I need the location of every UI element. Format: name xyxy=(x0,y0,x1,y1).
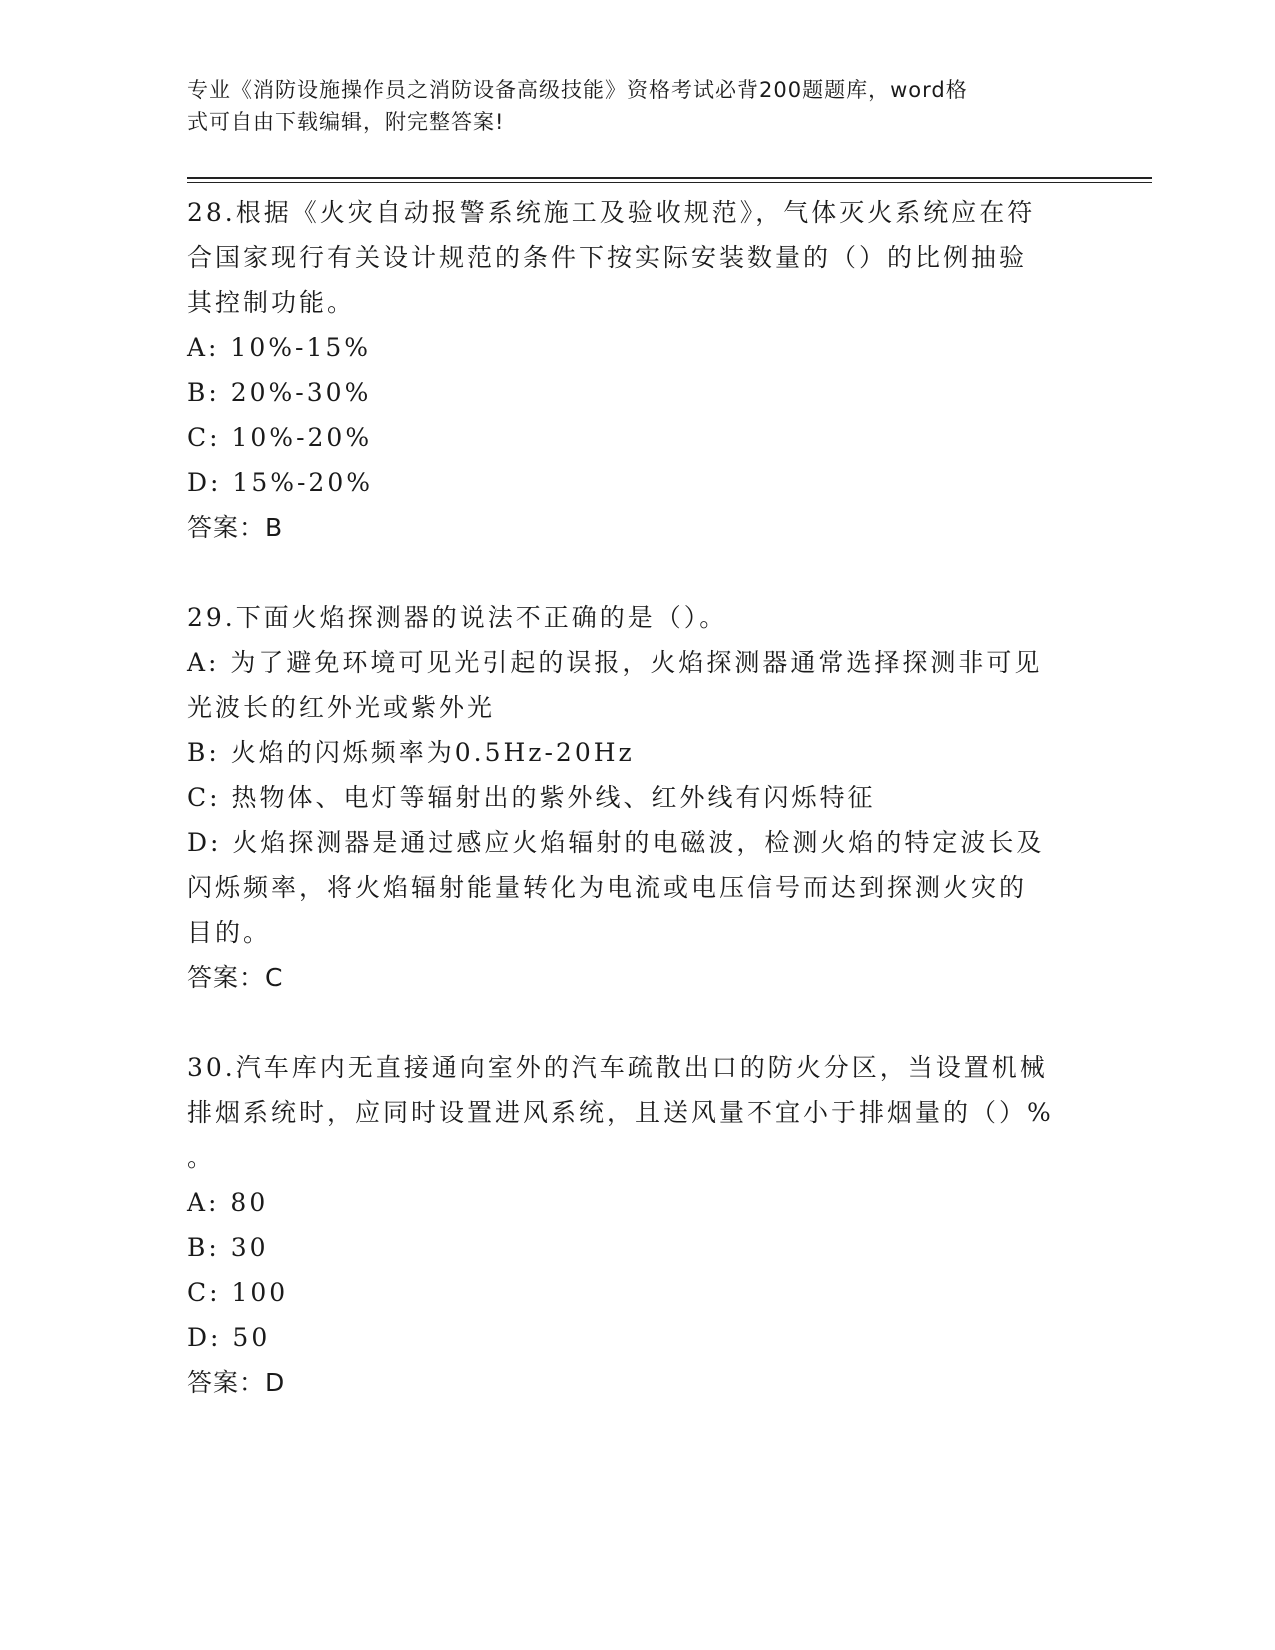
question-29 xyxy=(187,595,1067,1000)
answer-line xyxy=(187,505,1067,550)
option-a: A: 为了避免环境可见光引起的误报，火焰探测器通常选择探测非可见 xyxy=(187,648,1043,677)
option-c: C: 100 xyxy=(187,1278,289,1307)
answer-line xyxy=(187,1360,1067,1405)
option-d: D: 火焰探测器是通过感应火焰辐射的电磁波，检测火焰的特定波长及 xyxy=(187,828,1045,857)
answer-value: B xyxy=(265,513,284,542)
answer-label: 答案： xyxy=(187,963,266,992)
answer-label: 答案： xyxy=(187,1368,266,1397)
option-b: B: 20%-30% xyxy=(187,378,372,407)
option-c: C: 热物体、电灯等辐射出的紫外线、红外线有闪烁特征 xyxy=(187,783,876,812)
option-b: B: 30 xyxy=(187,1233,269,1262)
header-divider-thick xyxy=(187,177,1152,179)
header-line-2: 式可自由下载编辑，附完整答案! xyxy=(187,110,505,134)
question-text-line: 排烟系统时，应同时设置进风系统，且送风量不宜小于排烟量的（）% xyxy=(187,1098,1054,1127)
spacer xyxy=(187,550,1067,595)
answer-value: D xyxy=(265,1368,286,1397)
question-28 xyxy=(187,190,1067,550)
header-divider-thin xyxy=(187,182,1152,183)
question-30 xyxy=(187,1045,1067,1405)
option-d: D: 50 xyxy=(187,1323,271,1352)
option-a: A: 80 xyxy=(187,1188,269,1217)
question-text-line: 28.根据《火灾自动报警系统施工及验收规范》，气体灭火系统应在符 xyxy=(187,198,1036,227)
answer-line xyxy=(187,955,1067,1000)
option-d: D: 15%-20% xyxy=(187,468,373,497)
document-header xyxy=(187,74,1067,138)
header-line-1: 专业《消防设施操作员之消防设备高级技能》资格考试必背200题题库，word格 xyxy=(187,78,968,102)
answer-label: 答案： xyxy=(187,513,266,542)
answer-value: C xyxy=(265,963,284,992)
option-c: C: 10%-20% xyxy=(187,423,373,452)
question-text-line: 其控制功能。 xyxy=(187,288,356,317)
question-text-line: 29.下面火焰探测器的说法不正确的是（）。 xyxy=(187,603,728,632)
option-a: A: 10%-15% xyxy=(187,333,372,362)
option-a-continued: 光波长的红外光或紫外光 xyxy=(187,693,496,722)
option-b: B: 火焰的闪烁频率为0.5Hz-20Hz xyxy=(187,738,635,767)
option-d-continued: 闪烁频率，将火焰辐射能量转化为电流或电压信号而达到探测火灾的 xyxy=(187,873,1028,902)
question-text-line: 合国家现行有关设计规范的条件下按实际安装数量的（）的比例抽验 xyxy=(187,243,1028,272)
option-d-continued: 目的。 xyxy=(187,918,272,947)
question-text-line: 。 xyxy=(187,1143,216,1172)
question-text-line: 30.汽车库内无直接通向室外的汽车疏散出口的防火分区，当设置机械 xyxy=(187,1053,1048,1082)
question-list xyxy=(187,190,1067,1405)
spacer xyxy=(187,1000,1067,1045)
